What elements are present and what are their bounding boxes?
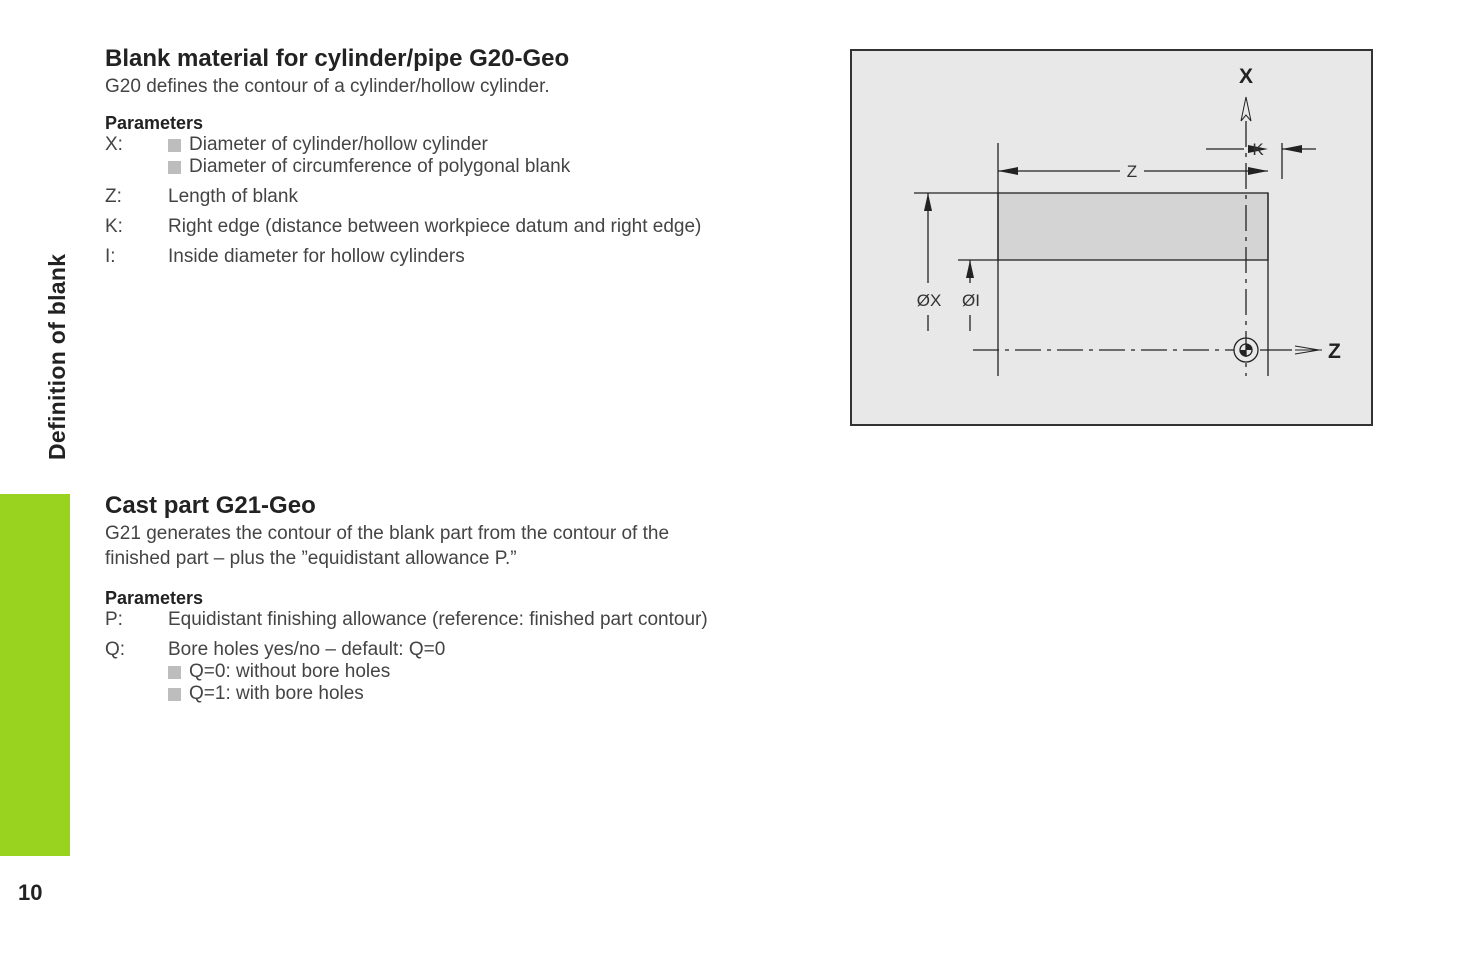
section-title: Cast part G21-Geo — [105, 492, 316, 519]
param-text: Right edge (distance between workpiece datum and right edge) — [168, 216, 702, 237]
square-bullet-icon — [168, 139, 181, 152]
section-g20 — [105, 44, 825, 268]
square-bullet-icon — [168, 666, 181, 679]
section-intro-line: finished part – plus the ”equidistant allowance P.” — [105, 548, 517, 569]
blank-cylinder-figure — [850, 49, 1373, 426]
dim-diam-x-label: ØX — [916, 291, 942, 310]
axis-z-label: Z — [1328, 340, 1341, 363]
sidebar-section-label: Definition of blank — [44, 253, 70, 460]
dim-arrow — [966, 260, 974, 278]
param-text: Inside diameter for hollow cylinders — [168, 246, 465, 267]
param-key: I: — [105, 246, 116, 267]
list-item: Q=0: without bore holes — [168, 661, 825, 683]
axis-x-label: X — [1238, 65, 1254, 88]
param-key: X: — [105, 134, 123, 155]
param-key: Q: — [105, 639, 126, 660]
dim-k-label: K — [1252, 140, 1264, 159]
blank-rect — [998, 193, 1268, 260]
figure-drawing — [852, 51, 1371, 424]
params-heading: Parameters — [105, 113, 204, 133]
dim-arrow — [1248, 167, 1268, 175]
square-bullet-icon — [168, 161, 181, 174]
param-key: Z: — [105, 186, 122, 207]
param-z — [105, 186, 825, 208]
dim-arrow — [998, 167, 1018, 175]
section-intro: G20 defines the contour of a cylinder/hollow cylinder. — [105, 76, 550, 97]
param-text: Length of blank — [168, 186, 298, 207]
dim-arrow — [1282, 145, 1302, 153]
section-g21 — [105, 491, 825, 705]
page-number: 10 — [18, 880, 43, 905]
param-p — [105, 609, 825, 631]
dim-arrow — [924, 193, 932, 211]
dim-diam-i-label: ØI — [962, 291, 980, 310]
square-bullet-icon — [168, 688, 181, 701]
param-k — [105, 216, 825, 238]
dim-z-label: Z — [1126, 162, 1138, 181]
param-key: P: — [105, 609, 123, 630]
sidebar-tab — [0, 494, 70, 856]
list-item: Diameter of cylinder/hollow cylinder — [168, 134, 825, 156]
list-item: Q=1: with bore holes — [168, 683, 825, 705]
list-item: Diameter of circumference of polygonal blank — [168, 156, 825, 178]
param-key: K: — [105, 216, 123, 237]
param-i — [105, 246, 825, 268]
param-x — [105, 134, 825, 178]
section-title: Blank material for cylinder/pipe G20-Geo — [105, 45, 570, 72]
param-text: Bore holes yes/no – default: Q=0 — [168, 639, 446, 660]
param-text: Equidistant finishing allowance (reference: finished part contour) — [168, 609, 708, 630]
section-intro-line: G21 generates the contour of the blank part from the contour of the — [105, 523, 670, 544]
params-heading: Parameters — [105, 588, 204, 608]
param-q — [105, 639, 825, 705]
